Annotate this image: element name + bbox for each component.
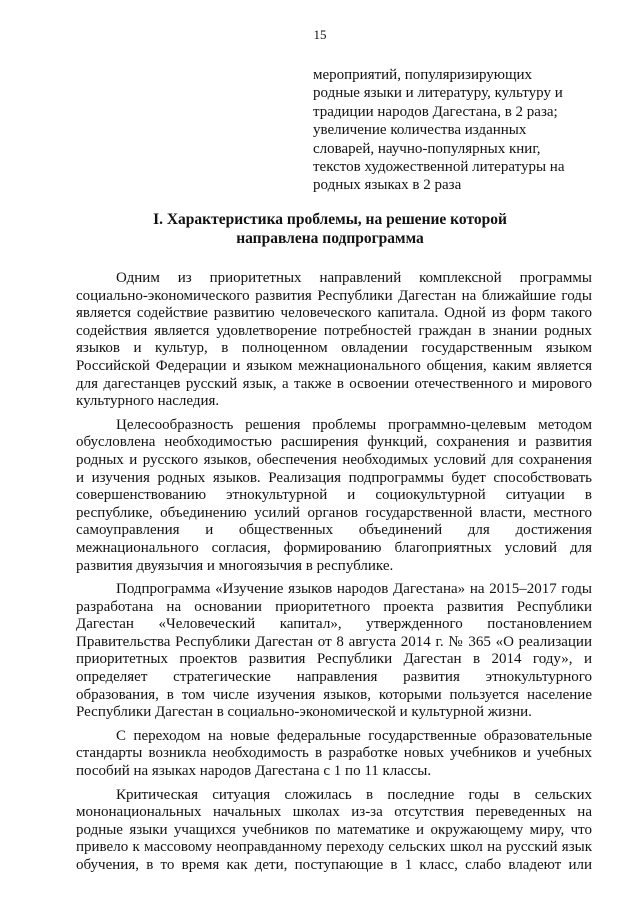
paragraph-line: образования, в том числе изучения языков, которыми пользуется население [76,686,592,703]
paragraph-line: привело к массовому неоправданному переходу сельских школ на русский язык [76,839,592,856]
goals-line: словарей, научно-популярных книг, [313,140,541,157]
paragraph [76,787,592,875]
paragraph-line: Дагестан «Человеческий капитал», утвержденного постановлением [76,616,592,633]
paragraph-line: Критическая ситуация сложилась в последние годы в сельских [116,786,592,803]
paragraph [76,270,592,411]
section-title-line: I. Характеристика проблемы, на решение которой [153,211,507,228]
paragraph-line: и изучения родных языков. Реализация подпрограммы будет способствовать [76,469,592,486]
paragraph-line: пособий на языках народов Дагестана с 1 по 11 классы. [76,763,432,780]
paragraph-line: является содействие развитию человеческого капитала. Одной из форм такого [76,305,592,322]
paragraph-line: обучения, в то время как дети, поступающие в 1 класс, слабо владеют или [76,857,592,873]
paragraph-line: культурного наследия. [76,393,220,410]
paragraph-line: республике, объединению усилий органов государственной власти, местного [76,504,592,521]
goals-line: родные языки и литературу, культуру и [313,85,563,102]
paragraph [76,581,592,722]
paragraph-line: определяет стратегические направления развития этнокультурного [76,669,592,686]
paragraph-line: приоритетных проектов развития Республики Дагестан в 2014 году», и [76,651,592,668]
paragraph-line: межнационального согласия, формированию благоприятных условий для [76,539,592,556]
paragraph-line: разработана на основании приоритетного проекта развития Республики [76,598,592,615]
paragraph-line: Республики Дагестан в социально-экономической и культурной жизни. [76,704,532,721]
goals-line: мероприятий, популяризирующих [313,67,533,83]
paragraph-line: С переходом на новые федеральные государственные образовательные [116,727,592,744]
paragraph [76,728,592,781]
section-title [60,210,600,248]
body-text [76,270,592,881]
page-number: 15 [313,27,327,42]
goals-line: увеличение количества изданных [313,122,527,139]
goals-line: родных языках в 2 раза [313,177,462,194]
goals-line: текстов художественной литературы на [313,159,565,176]
paragraph-line: развития двуязычия и многоязычия в республике. [76,557,394,574]
goals-continuation-block [313,66,588,195]
paragraph-line: обусловлена необходимостью расширения функций, сохранения и развития [76,434,592,451]
paragraph-line: языков и культур, в полноценном овладении государственным языком [76,340,592,357]
paragraph-line: стандарты возникла необходимость в разработке новых учебников и учебных [76,745,592,762]
paragraph-line: для дагестанцев русский язык, а также в освоении отечественного и мирового [76,375,592,392]
paragraph-line: социально-экономического развития Республики Дагестан на ближайшие годы [76,287,592,304]
paragraph-line: содействия является удовлетворение потребностей граждан в знании родных [76,322,592,339]
paragraph-line: Подпрограмма «Изучение языков народов Дагестана» на 2015–2017 годы [116,581,592,598]
paragraph-line: совершенствованию этнокультурной и социокультурной ситуации в [76,487,592,504]
paragraph [76,417,592,575]
paragraph-line: Правительства Республики Дагестан от 8 августа 2014 г. № 365 «О реализации [76,633,592,650]
paragraph-line: самоуправления и общественных объединений для достижения [76,522,592,539]
paragraph-line: мононациональных начальных школах из-за отсутствия переведенных на [76,804,592,821]
paragraph-line: родные языки учащихся учебников по математике и окружающему миру, что [76,821,592,838]
paragraph-line: Российской Федерации и языком межнационального общения, каким является [76,357,592,374]
section-title-line: направлена подпрограмма [236,230,424,247]
goals-line: традиции народов Дагестана, в 2 раза; [313,103,558,120]
paragraph-line: Целесообразность решения проблемы программно-целевым методом [116,416,592,433]
paragraph-line: Одним из приоритетных направлений комплексной программы [116,270,592,286]
paragraph-line: родных и русского языков, обеспечения необходимых условий для сохранения [76,451,592,468]
